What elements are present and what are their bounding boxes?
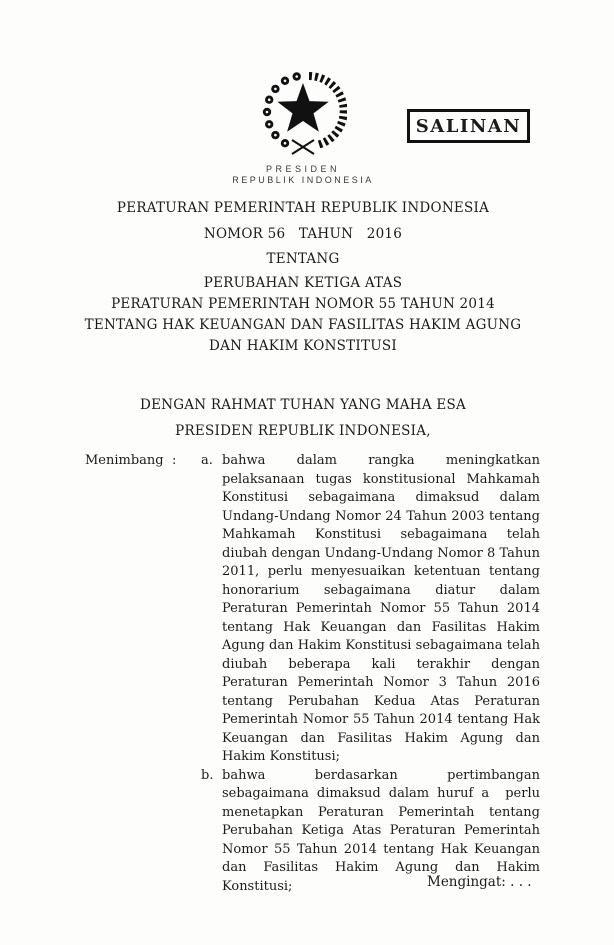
- title-line-number: NOMOR 56 TAHUN 2016: [203, 226, 403, 242]
- preamble-issuer: PRESIDEN REPUBLIK INDONESIA,: [175, 423, 431, 439]
- considering-label: Menimbang: [85, 453, 164, 468]
- preamble: [0, 397, 606, 439]
- item-text: bahwa berdasarkan pertimbangan sebagaimana dimaksud dalam huruf a perlu menetapkan Peraturan Pemerintah tentang Perubahan Ketiga Atas Peraturan Pemerintah Nomor 55 Tahun 2014 tentang Hak Keuangan dan Fasilitas Hakim Agung dan Hakim Konstitusi;: [222, 767, 545, 894]
- title-line-regulation: PERATURAN PEMERINTAH REPUBLIK INDONESIA: [116, 200, 490, 216]
- title-line-tentang: TENTANG: [266, 251, 340, 267]
- salinan-stamp: [407, 109, 530, 143]
- title-line-subject-1: TENTANG HAK KEUANGAN DAN FASILITAS HAKIM AGUNG: [84, 317, 522, 333]
- item-marker: a.: [201, 453, 213, 468]
- letterhead-republik-indonesia: REPUBLIK INDONESIA: [232, 175, 374, 185]
- presidential-seal-icon: [259, 66, 347, 160]
- letterhead: [0, 164, 606, 186]
- title-line-base-regulation: PERATURAN PEMERINTAH NOMOR 55 TAHUN 2014: [111, 296, 495, 312]
- item-text: bahwa dalam rangka meningkatkan pelaksanaan tugas konstitusional Mahkamah Konstitusi sebagaimana dimaksud dalam Undang-Undang Nomor 24 Tahun 2003 tentang Mahkamah Konstitusi sebagaimana telah diubah dengan Undang-Undang Nomor 8 Tahun 2011, perlu menyesuaikan ketentuan tentang honorarium sebagaimana diatur dalam Peraturan Pemerintah Nomor 55 Tahun 2014 tentang Hak Keuangan dan Fasilitas Hakim Agung dan Hakim Konstitusi sebagaimana telah diubah beberapa kali terakhir dengan Peraturan Pemerintah Nomor 3 Tahun 2016 tentang Perubahan Kedua Atas Peraturan Pemerintah Nomor 55 Tahun 2014 tentang Hak Keuangan dan Fasilitas Hakim Agung dan Hakim Konstitusi;: [222, 453, 545, 764]
- considering-item-a: [201, 452, 545, 767]
- salinan-label: SALINAN: [415, 115, 522, 137]
- continuation-note: Mengingat: . . .: [427, 874, 532, 890]
- letterhead-presiden: PRESIDEN: [265, 164, 340, 174]
- considering-items: [201, 452, 545, 896]
- title-line-subject-2: DAN HAKIM KONSTITUSI: [209, 338, 397, 354]
- considering-colon: :: [172, 453, 177, 468]
- item-marker: b.: [201, 767, 214, 783]
- regulation-title: [0, 200, 606, 359]
- title-line-amendment: PERUBAHAN KETIGA ATAS: [203, 275, 403, 291]
- star-icon: [277, 83, 328, 132]
- crossed-stems-icon: [292, 140, 314, 154]
- preamble-motto: DENGAN RAHMAT TUHAN YANG MAHA ESA: [140, 397, 466, 413]
